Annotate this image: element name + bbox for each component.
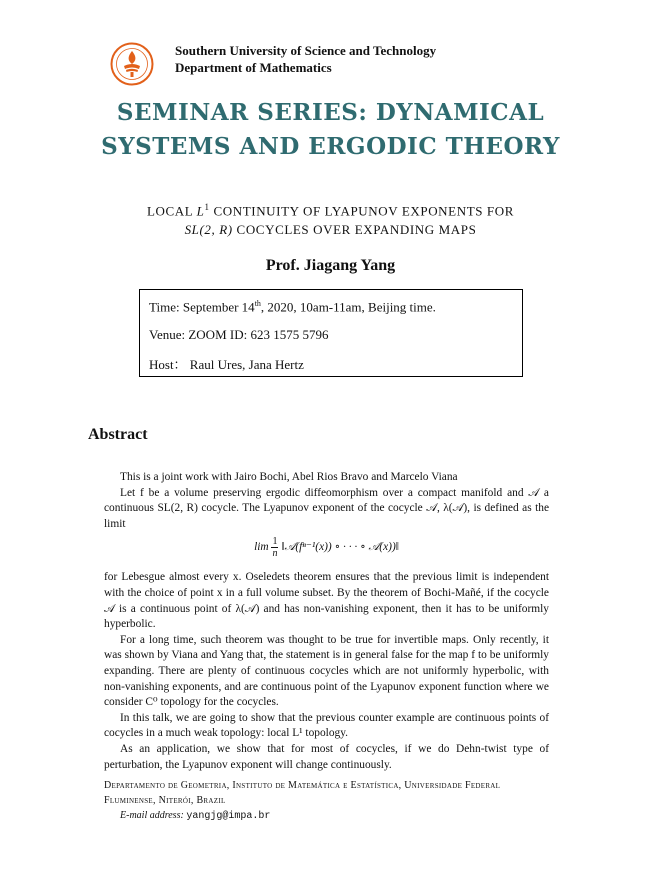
abstract-body — [104, 470, 549, 773]
abstract-heading: Abstract — [88, 426, 148, 443]
speaker-name: Prof. Jiagang Yang — [265, 257, 396, 274]
event-time-sup: th — [254, 299, 261, 308]
email-line: E-mail address: yangjg@impa.br — [120, 810, 271, 822]
abstract-paragraph: for Lebesgue almost every x. Oseledets theorem ensures that the previous limit is independent with the choice of point x in a full volume subset. By the theorem of Bochi-Mañé, if the cocycle 𝒜 is a continuous point of λ(𝒜) and has non-vanishing exponent, then it has to be uniformly hyperbolic. — [104, 571, 549, 631]
formula-body: ‖𝒜(fⁿ⁻¹(x)) ∘ · · · ∘ 𝒜(x))‖ — [281, 541, 399, 554]
affiliation: Departamento de Geometria, Instituto de Matemática e Estatística, Universidade Federal Fluminense, Niterói, Brazil — [104, 780, 501, 806]
talk-title-line-1 — [0, 198, 661, 220]
department-name: Department of Mathematics — [175, 60, 332, 75]
talk-title-text: LOCAL — [146, 203, 197, 219]
abstract-paragraph: This is a joint work with Jairo Bochi, Abel Rios Bravo and Marcelo Viana — [120, 471, 458, 483]
event-venue: Venue: ZOOM ID: 623 1575 5796 — [149, 327, 329, 342]
abstract-paragraph: In this talk, we are going to show that the previous counter example are continuous points of cocycles in a much weak topology: local L¹ topology. — [104, 711, 549, 740]
event-info-box — [139, 289, 523, 377]
lyapunov-formula — [104, 536, 549, 568]
event-time-text: , 2020, 10am-11am, Beijing time. — [260, 299, 436, 315]
talk-title-line-2 — [0, 220, 661, 239]
series-title-line-2: SYSTEMS AND ERGODIC THEORY — [101, 133, 560, 160]
event-time — [149, 299, 436, 315]
talk-title-text: COCYCLES OVER EXPANDING MAPS — [232, 222, 477, 238]
institution-header — [175, 42, 436, 76]
university-name: Southern University of Science and Technology — [175, 43, 437, 58]
event-time-text: Time: September 14 — [149, 299, 255, 315]
university-seal-icon — [110, 42, 154, 86]
abstract-paragraph: For a long time, such theorem was thought to be true for invertible maps. Only recently, it was shown by Viana and Yang that, the statement is in general false for the map f to be uniformly expanding. There are plenty of continuous cocycles which are not uniformly hyperbolic, with non-vanishing exponents, and are continuous point of the Lyapunov exponent function where we consider C⁰ topology for the cocycles. — [104, 633, 549, 709]
event-host: Host： Raul Ures, Jana Hertz — [149, 357, 304, 372]
talk-title-math: SL(2, R) — [184, 222, 233, 238]
talk-title-math: L — [196, 203, 205, 219]
talk-title — [0, 198, 661, 239]
seminar-series-title — [0, 96, 661, 164]
series-title-line-1: SEMINAR SERIES: DYNAMICAL — [116, 99, 545, 126]
email-address[interactable]: yangjg@impa.br — [186, 811, 271, 822]
formula-denominator: n — [272, 548, 278, 560]
abstract-paragraph: Let f be a volume preserving ergodic diffeomorphism over a compact manifold and 𝒜 a continuous SL(2, R) cocycle. The Lyapunov exponent of the cocycle 𝒜, λ(𝒜), is defined as the limit — [104, 486, 549, 530]
formula-numerator: 1 — [272, 536, 278, 548]
email-label: E-mail address — [120, 810, 181, 821]
abstract-paragraph: As an application, we show that for most of cocycles, if we do Dehn-twist type of perturbation, the Lyapunov exponent will change continuously. — [104, 742, 549, 771]
author-footer — [104, 778, 549, 824]
talk-title-text: CONTINUITY OF LYAPUNOV EXPONENTS FOR — [209, 203, 515, 219]
formula-fraction — [271, 536, 278, 559]
formula-lim: lim — [254, 541, 269, 554]
talk-title-sup: 1 — [204, 202, 210, 212]
